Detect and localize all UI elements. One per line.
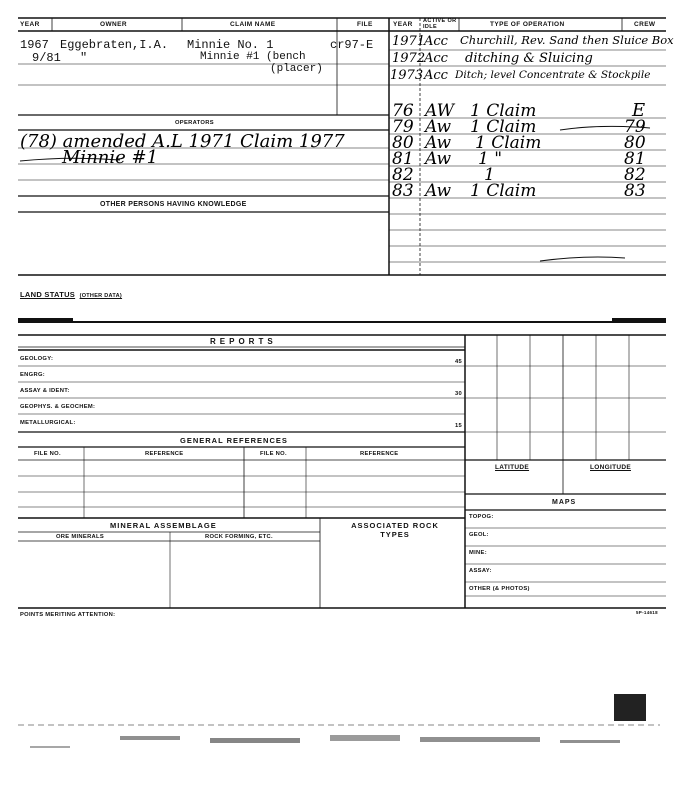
op-year-1: 1971 xyxy=(392,34,426,49)
report-geology: GEOLOGY: xyxy=(20,356,54,362)
op-type-6: 1 Claim xyxy=(475,133,542,153)
op-status-9: Aw xyxy=(425,181,452,201)
owner-name-1: Eggebraten,I.A. xyxy=(60,38,169,52)
op-year-8: 82 xyxy=(392,165,414,185)
header-active-idle: ACTIVE OR IDLE xyxy=(423,18,457,30)
op-year-7: 81 xyxy=(392,149,414,169)
mineral-assemblage-title: MINERAL ASSEMBLAGE xyxy=(110,521,217,530)
op-crew-4: E xyxy=(632,100,646,121)
ore-minerals-label: ORE MINERALS xyxy=(56,534,105,540)
general-references-title: GENERAL REFERENCES xyxy=(180,436,288,445)
op-crew-8: 82 xyxy=(624,165,646,185)
report-engrg: ENGRG: xyxy=(20,372,45,378)
op-type-3: Ditch; level Concentrate & Stockpile xyxy=(455,69,651,81)
maps-title: MAPS xyxy=(552,499,577,506)
land-status-label: LAND STATUS xyxy=(20,290,76,299)
gen-ref-col-reference-2: REFERENCE xyxy=(360,451,399,457)
op-year-6: 80 xyxy=(392,133,414,153)
operator-handwritten-2: Minnie #1 xyxy=(62,147,159,168)
maps-other: OTHER (& PHOTOS) xyxy=(469,586,530,592)
op-type-7: 1 " xyxy=(478,149,503,169)
op-crew-6: 80 xyxy=(624,133,646,153)
op-crew-9: 83 xyxy=(624,181,646,201)
op-year-9: 83 xyxy=(392,181,414,201)
op-status-4: AW xyxy=(425,101,455,121)
op-status-5: Aw xyxy=(425,117,452,137)
associated-rock-types-label: ASSOCIATED ROCK TYPES xyxy=(351,521,439,539)
reports-title: REPORTS xyxy=(210,337,277,346)
maps-topog: TOPOG: xyxy=(469,514,494,520)
op-crew-7: 81 xyxy=(624,149,646,169)
maps-assay: ASSAY: xyxy=(469,568,492,574)
longitude-label: LONGITUDE xyxy=(590,464,631,471)
op-crew-5: 79 xyxy=(624,117,646,137)
header-year: YEAR xyxy=(20,21,40,28)
land-status-sub: (OTHER DATA) xyxy=(79,293,123,299)
op-year-5: 79 xyxy=(392,117,414,137)
op-status-7: Aw xyxy=(425,149,452,169)
operators-label: OPERATORS xyxy=(175,120,214,126)
report-assay: ASSAY & IDENT: xyxy=(20,388,70,394)
header-crew: CREW xyxy=(634,21,656,28)
report-metallurgical: METALLURGICAL: xyxy=(20,420,76,426)
op-type-4: 1 Claim xyxy=(470,101,537,121)
gen-ref-col-file-no-2: FILE NO. xyxy=(260,451,287,457)
header-owner: OWNER xyxy=(100,21,127,28)
header-year-ops: YEAR xyxy=(393,21,413,28)
op-type-9: 1 Claim xyxy=(470,181,537,201)
report-metallurgical-num: 15 xyxy=(455,423,463,429)
op-type-2: ditching & Sluicing xyxy=(465,51,593,66)
file-1: cr97-E xyxy=(330,38,374,52)
gen-ref-col-file-no-1: FILE NO. xyxy=(34,451,61,457)
report-geophys: GEOPHYS. & GEOCHEM: xyxy=(20,404,96,410)
claim-name-1: Minnie No. 1 xyxy=(187,38,274,52)
op-status-3: Acc xyxy=(424,68,448,83)
header-type-of-operation: TYPE OF OPERATION xyxy=(490,21,565,28)
op-type-8: 1 xyxy=(484,165,495,185)
op-year-4: 76 xyxy=(392,101,414,121)
claim-name-2: Minnie #1 (bench xyxy=(200,51,306,63)
op-status-6: Aw xyxy=(425,133,452,153)
report-geology-num: 45 xyxy=(455,359,463,365)
maps-mine: MINE: xyxy=(469,550,487,556)
header-file: FILE xyxy=(357,21,373,28)
op-status-2: Acc xyxy=(424,51,448,66)
other-persons-label: OTHER PERSONS HAVING KNOWLEDGE xyxy=(100,201,247,208)
claim-name-3: (placer) xyxy=(270,63,323,75)
op-year-2: 1972 xyxy=(392,51,426,66)
owner-year-1: 1967 xyxy=(20,38,49,52)
owner-name-2: " xyxy=(80,51,88,65)
maps-geol: GEOL: xyxy=(469,532,489,538)
owner-year-2: 9/81 xyxy=(32,51,61,65)
latitude-label: LATITUDE xyxy=(495,464,530,471)
header-claim-name: CLAIM NAME xyxy=(230,21,276,28)
op-type-1: Churchill, Rev. Sand then Sluice Box xyxy=(460,33,674,47)
land-status-heading xyxy=(20,284,122,302)
op-year-3: 1973 xyxy=(390,68,424,83)
gen-ref-col-reference-1: REFERENCE xyxy=(145,451,184,457)
rock-forming-label: ROCK FORMING, ETC. xyxy=(205,534,273,540)
op-status-1: Acc xyxy=(424,34,448,49)
points-meriting-attention: POINTS MERITING ATTENTION: xyxy=(20,612,116,618)
operator-handwritten-1: (78) amended A.L 1971 Claim 1977 xyxy=(20,131,345,152)
report-assay-num: 30 xyxy=(455,391,463,397)
form-number: 5P-14618 xyxy=(636,610,658,615)
op-type-5: 1 Claim xyxy=(470,117,537,137)
